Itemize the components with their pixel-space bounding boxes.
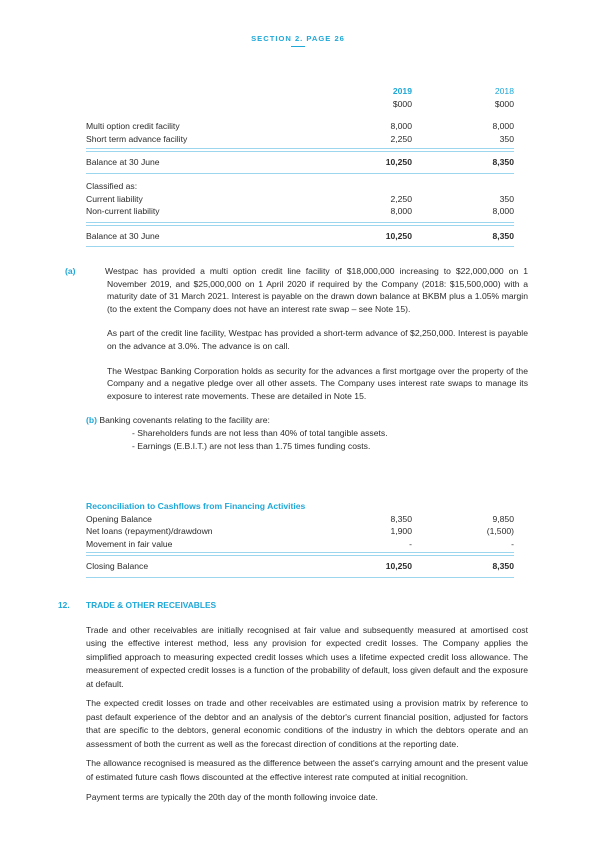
table-row: Opening Balance 8,350 9,850 — [86, 513, 514, 524]
paragraph: Trade and other receivables are initially recognised at fair value and subsequently measured at amortised cost using the effective interest method, less any provision for expected credit losses. The Company applies the simplified approach to measuring expected credit losses which uses a lifetime expected credit loss allowance. The measurement of expected credit losses is a function of the probability of default, loss given default and the exposure at default. — [86, 625, 528, 689]
unit-header-row — [86, 98, 514, 111]
unit-col2: $000 — [494, 98, 514, 109]
total-row: Balance at 30 June 10,250 8,350 — [86, 157, 514, 168]
year-2018: 2018 — [494, 86, 514, 96]
notes-block — [65, 265, 528, 452]
total-row: Balance at 30 June 10,250 8,350 — [86, 230, 514, 241]
divider — [86, 577, 514, 578]
year-header-row — [86, 85, 514, 98]
section-title: TRADE & OTHER RECEIVABLES — [86, 600, 217, 610]
page-header: SECTION 2. PAGE 26 — [251, 34, 345, 43]
table-row: Net loans (repayment)/drawdown 1,900 (1,500) — [86, 526, 514, 537]
paragraph: The allowance recognised is measured as the difference between the asset's carrying amount and the present value of estimated future cash flows discounted at the effective interest rate computed at initial recognition. — [86, 758, 528, 782]
reconciliation-table — [86, 500, 514, 578]
table-row: Current liability 2,250 350 — [86, 193, 514, 204]
table-row: Movement in fair value - - — [86, 538, 514, 549]
note-b-tag: (b) — [86, 415, 97, 426]
header-underline — [291, 46, 305, 47]
reconciliation-title: Reconciliation to Cashflows from Financing Activities — [86, 501, 306, 511]
borrowings-table — [86, 85, 514, 247]
year-2019: 2019 — [392, 86, 412, 96]
list-item: - Shareholders funds are not less than 40% of total tangible assets. — [132, 427, 388, 438]
total-row: Closing Balance 10,250 8,350 — [86, 561, 514, 572]
note-a-p3: The Westpac Banking Corporation holds as security for the advances a first mortgage over the property of the Company and a negative pledge over all other assets. The Company uses interest rate swaps to manage its exposure to interest rate movements. These are detailed in Note 15. — [107, 365, 528, 401]
note-a-tag: (a) — [65, 266, 76, 276]
table-row: Multi option credit facility 8,000 8,000 — [86, 121, 514, 132]
paragraph: Payment terms are typically the 20th day of the month following invoice date. — [86, 791, 378, 802]
section-body — [86, 624, 528, 810]
classified-heading: Classified as: — [86, 180, 138, 191]
table-row: Non-current liability 8,000 8,000 — [86, 206, 514, 217]
unit-col1: $000 — [392, 98, 412, 109]
divider — [86, 246, 514, 247]
list-item: - Earnings (E.B.I.T.) are not less than 1.75 times funding costs. — [132, 440, 371, 451]
note-a-p2: As part of the credit line facility, Westpac has provided a short-term advance of $2,250,000. Interest is payable on the advance at 3.0%. The advance is on call. — [107, 328, 528, 351]
table-row: Short term advance facility 2,250 350 — [86, 133, 514, 144]
note-a-p1: (a) Westpac has provided a multi option credit line facility of $18,000,000 increasing to $22,000,000 on 1 November 2019, and $25,000,000 on 1 April 2020 if required by the Company (2018: $15,500,000) with a maturity date of 31 March 2021. Interest is payable on the drawn down balance at BKBM plus a 1.05% margin (to the extent the Company does not have an interest rate swap – see Note 15). — [65, 266, 528, 314]
note-b: (b) Banking covenants relating to the facility are: — [86, 415, 270, 426]
paragraph: The expected credit losses on trade and other receivables are estimated using a provision matrix by reference to past default experience of the debtor and an analysis of the debtor's current financial position, adjusted for factors that are specific to the debtors, general economic conditions of the industry in which the debtors operate and an assessment of both the current as well as the forecast direction of conditions at the reporting date. — [86, 698, 528, 749]
section-number: 12. — [58, 600, 70, 610]
